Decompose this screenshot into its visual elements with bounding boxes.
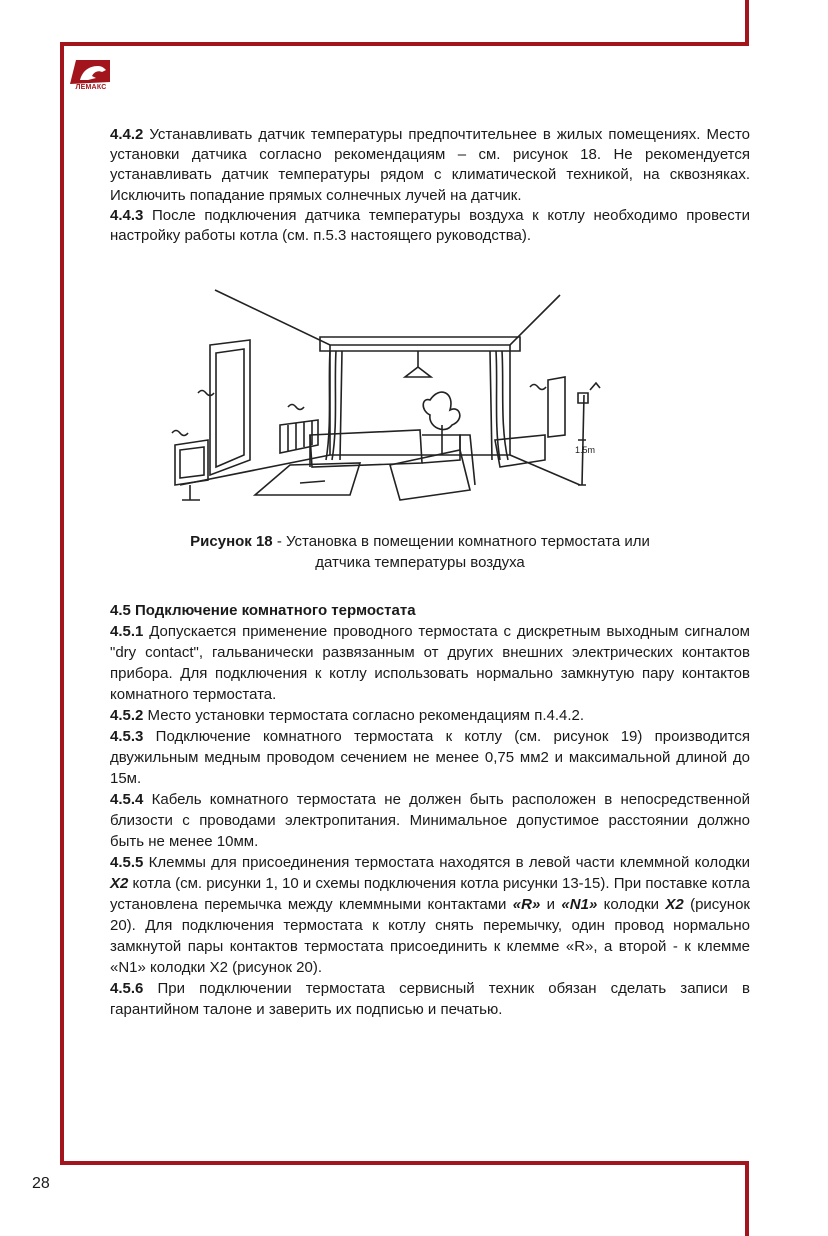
terminal-label: X2 — [110, 875, 129, 892]
paragraph-text: колодки — [597, 896, 666, 913]
paragraph-4-5-4 — [110, 789, 750, 852]
paragraph-number: 4.5.4 — [110, 791, 144, 808]
paragraph-text: Клеммы для присоединения термостата находятся в левой части клеммной колодки — [143, 854, 750, 871]
paragraph-text: Допускается применение проводного термостата с дискретным выходным сигналом "dry contact", гальванически развязанным от других внешних электрических контактов прибора. Для подключения к котлу использовать нормально замкнутую пару контактов комнатного термостата. — [110, 623, 750, 703]
paragraph-text: и — [540, 896, 562, 913]
caption-text: - Установка в помещении комнатного термостата или — [272, 533, 650, 550]
page-frame-bottom — [60, 1161, 749, 1236]
section-title: 4.5 Подключение комнатного термостата — [110, 602, 416, 619]
intro-text — [110, 125, 750, 246]
section-4-5 — [110, 600, 750, 1020]
paragraph-number: 4.4.2 — [110, 126, 144, 143]
terminal-label: X2 — [665, 896, 684, 913]
paragraph-4-5-2 — [110, 705, 750, 726]
paragraph-text: При подключении термостата сервисный техник обязан сделать записи в гарантийном талоне и заверить их подписью и печатью. — [110, 980, 750, 1018]
page-frame-left — [60, 42, 64, 1163]
height-label: 1.5m — [575, 445, 596, 455]
paragraph-4-4-2 — [110, 125, 750, 206]
paragraph-4-5-6 — [110, 978, 750, 1020]
page-frame-top — [60, 0, 749, 46]
paragraph-text: Подключение комнатного термостата к котлу (см. рисунок 19) производится двужильным медным проводом сечением не менее 0,75 мм2 и максимальной длиной до 15м. — [110, 728, 750, 787]
paragraph-number: 4.5.3 — [110, 728, 144, 745]
paragraph-text: Место установки термостата согласно рекомендациям п.4.4.2. — [143, 707, 585, 724]
paragraph-text: Кабель комнатного термостата не должен быть расположен в непосредственной близости с проводами электропитания. Минимальное допустимое расстоянии должно быть не менее 10мм. — [110, 791, 750, 850]
contact-label: «R» — [512, 896, 541, 913]
paragraph-4-5-3 — [110, 726, 750, 789]
caption-text-line2: датчика температуры воздуха — [315, 554, 525, 571]
paragraph-text: котла (см. рисунки 1, 10 и схемы подключения котла рисунки 13-15). При поставке котла установлена перемычка между клеммными контактами — [110, 875, 750, 913]
paragraph-4-5-1 — [110, 621, 750, 705]
caption-label: Рисунок 18 — [190, 533, 273, 550]
room-illustration — [160, 285, 620, 530]
paragraph-number: 4.5.2 — [110, 707, 144, 724]
paragraph-4-5-5 — [110, 852, 750, 978]
page-number: 28 — [32, 1175, 50, 1192]
paragraph-text: (рисунок 20). Для подключения термостата к котлу снять перемычку, один провод нормально замкнутой пары контактов термостата присоединить к клемме «R», а второй - к клемме «N1» колодки X2 (рисунок 20). — [110, 896, 750, 976]
paragraph-number: 4.5.6 — [110, 980, 144, 997]
paragraph-number: 4.5.1 — [110, 623, 144, 640]
contact-label: «N1» — [561, 896, 598, 913]
paragraph-text: После подключения датчика температуры воздуха к котлу необходимо провести настройку работы котла (см. п.5.3 настоящего руководства). — [110, 206, 750, 245]
logo-text: ЛЕМАКС — [75, 84, 107, 91]
paragraph-number: 4.4.3 — [110, 206, 144, 224]
paragraph-text: Устанавливать датчик температуры предпочтительнее в жилых помещениях. Место установки датчика согласно рекомендациям – см. рисунок 18. Не рекомендуется устанавливать датчик температуры рядом с климатической техникой, на сквозняках. Исключить попадание прямых солнечных лучей на датчик. — [110, 126, 750, 204]
paragraph-4-4-3 — [110, 206, 750, 246]
figure-caption — [170, 531, 670, 573]
paragraph-number: 4.5.5 — [110, 854, 144, 871]
